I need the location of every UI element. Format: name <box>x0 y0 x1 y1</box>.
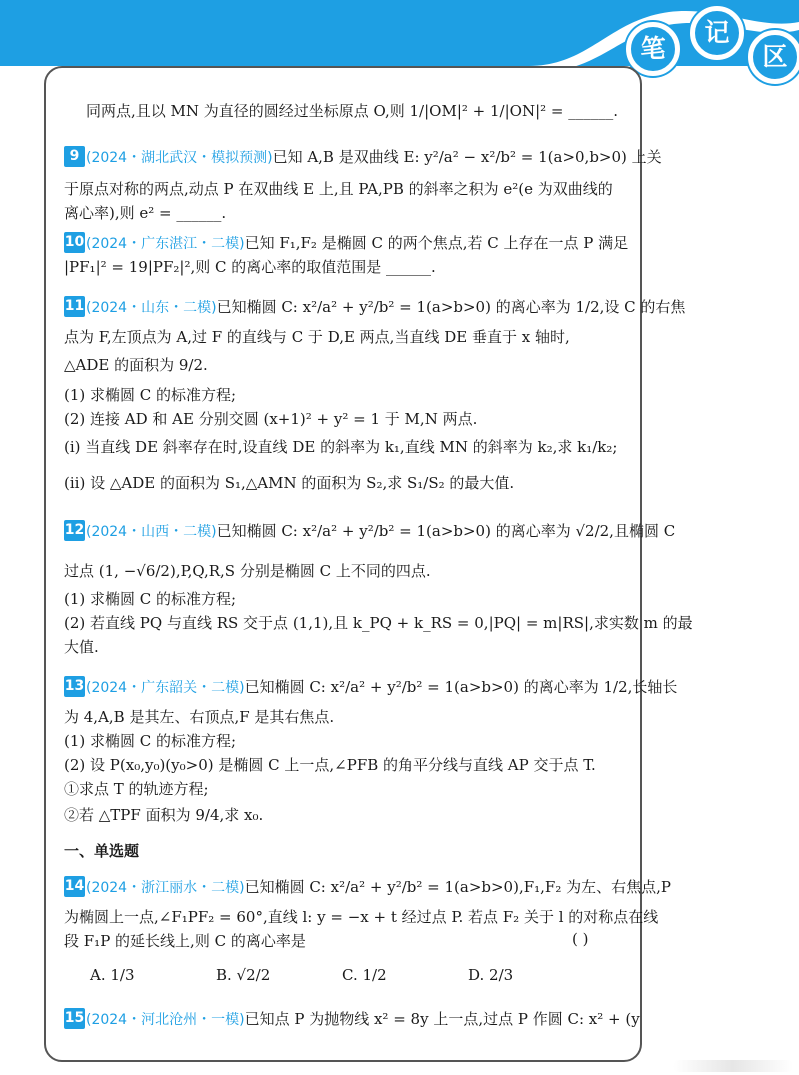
q12-text1: 已知椭圆 C: x²/a² + y²/b² = 1(a>b>0) 的离心率为 √2/2,且椭圆 C <box>216 522 676 540</box>
q15-text1: 已知点 P 为抛物线 x² = 8y 上一点,过点 P 作圆 C: x² + (y <box>244 1010 640 1028</box>
section-title: 一、单选题 <box>64 842 140 860</box>
q11-text1: 已知椭圆 C: x²/a² + y²/b² = 1(a>b>0) 的离心率为 1/2,设 C 的右焦 <box>216 298 686 316</box>
q12-number: 12 <box>64 520 85 541</box>
q11-line2: 点为 F,左顶点为 A,过 F 的直线与 C 于 D,E 两点,当直线 DE 垂直于 x 轴时, <box>64 328 570 346</box>
q10-line1 <box>86 232 628 255</box>
q14-option-a: A. 1/3 <box>90 966 135 984</box>
note-badge-ji: 记 <box>690 6 744 60</box>
q11-number: 11 <box>64 296 85 317</box>
q9-number: 9 <box>64 146 85 167</box>
q13-number: 13 <box>64 676 85 697</box>
q9-text1: 已知 A,B 是双曲线 E: y²/a² − x²/b² = 1(a>0,b>0) 上关 <box>272 148 662 166</box>
q9-line1 <box>86 146 662 169</box>
q13-sub2: ②若 △TPF 面积为 9/4,求 x₀. <box>64 806 264 824</box>
q11-part2-i: (ⅰ) 当直线 DE 斜率存在时,设直线 DE 的斜率为 k₁,直线 MN 的斜率为 k₂,求 k₁/k₂; <box>64 438 618 456</box>
q13-text1: 已知椭圆 C: x²/a² + y²/b² = 1(a>b>0) 的离心率为 1/2,长轴长 <box>244 678 678 696</box>
q13-line2: 为 4,A,B 是其左、右顶点,F 是其右焦点. <box>64 708 335 726</box>
q11-part1: (1) 求椭圆 C 的标准方程; <box>64 386 237 404</box>
q11-line1 <box>86 296 685 319</box>
q14-line3: 段 F₁P 的延长线上,则 C 的离心率是 <box>64 932 306 950</box>
note-badge-bi: 笔 <box>626 22 680 76</box>
q14-number: 14 <box>64 876 85 897</box>
q15-number: 15 <box>64 1008 85 1029</box>
q10-number: 10 <box>64 232 85 253</box>
q12-part2a: (2) 若直线 PQ 与直线 RS 交于点 (1,1),且 k_PQ + k_RS = 0,|PQ| = m|RS|,求实数 m 的最 <box>64 614 693 632</box>
q11-part2: (2) 连接 AD 和 AE 分别交圆 (x+1)² + y² = 1 于 M,N 两点. <box>64 410 478 428</box>
q10-source: (2024・广东湛江・二模) <box>86 236 245 252</box>
q14-line2: 为椭圆上一点,∠F₁PF₂ = 60°,直线 l: y = −x + t 经过点 P. 若点 F₂ 关于 l 的对称点在线 <box>64 908 659 926</box>
footer-watermark <box>673 1060 793 1072</box>
q12-part2b: 大值. <box>64 638 99 656</box>
q15-source: (2024・河北沧州・一模) <box>86 1012 245 1028</box>
q10-line2: |PF₁|² = 19|PF₂|²,则 C 的离心率的取值范围是 ______. <box>64 258 436 276</box>
q13-part1: (1) 求椭圆 C 的标准方程; <box>64 732 237 750</box>
q13-line1 <box>86 676 677 699</box>
q13-sub1: ①求点 T 的轨迹方程; <box>64 780 209 798</box>
q14-text1: 已知椭圆 C: x²/a² + y²/b² = 1(a>b>0),F₁,F₂ 为左、右焦点,P <box>244 878 671 896</box>
q14-answer-paren: ( ) <box>572 930 589 948</box>
q10-text1: 已知 F₁,F₂ 是椭圆 C 的两个焦点,若 C 上存在一点 P 满足 <box>244 234 629 252</box>
q11-part2-ii: (ⅱ) 设 △ADE 的面积为 S₁,△AMN 的面积为 S₂,求 S₁/S₂ 的最大值. <box>64 474 515 492</box>
q13-part2: (2) 设 P(x₀,y₀)(y₀>0) 是椭圆 C 上一点,∠PFB 的角平分线与直线 AP 交于点 T. <box>64 756 596 774</box>
q14-line1 <box>86 876 671 899</box>
q14-option-d: D. 2/3 <box>468 966 514 984</box>
q12-source: (2024・山西・二模) <box>86 524 217 540</box>
q12-part1: (1) 求椭圆 C 的标准方程; <box>64 590 237 608</box>
q13-source: (2024・广东韶关・二模) <box>86 680 245 696</box>
q11-line3: △ADE 的面积为 9/2. <box>64 356 208 374</box>
q14-option-b: B. √2/2 <box>216 966 271 984</box>
q14-source: (2024・浙江丽水・二模) <box>86 880 245 896</box>
q12-line1 <box>86 520 675 543</box>
q12-line2: 过点 (1, −√6/2),P,Q,R,S 分别是椭圆 C 上不同的四点. <box>64 562 431 580</box>
q15-line1 <box>86 1008 640 1031</box>
q11-source: (2024・山东・二模) <box>86 300 217 316</box>
note-badge-qu: 区 <box>748 30 799 84</box>
q14-option-c: C. 1/2 <box>342 966 387 984</box>
q9-line3: 离心率),则 e² = ______. <box>64 204 227 222</box>
q9-source: (2024・湖北武汉・模拟预测) <box>86 150 273 166</box>
q8-continuation: 同两点,且以 MN 为直径的圆经过坐标原点 O,则 1/|OM|² + 1/|ON|² = ______. <box>86 102 619 120</box>
q9-line2: 于原点对称的两点,动点 P 在双曲线 E 上,且 PA,PB 的斜率之积为 e²(e 为双曲线的 <box>64 180 613 198</box>
header-band <box>0 0 799 66</box>
